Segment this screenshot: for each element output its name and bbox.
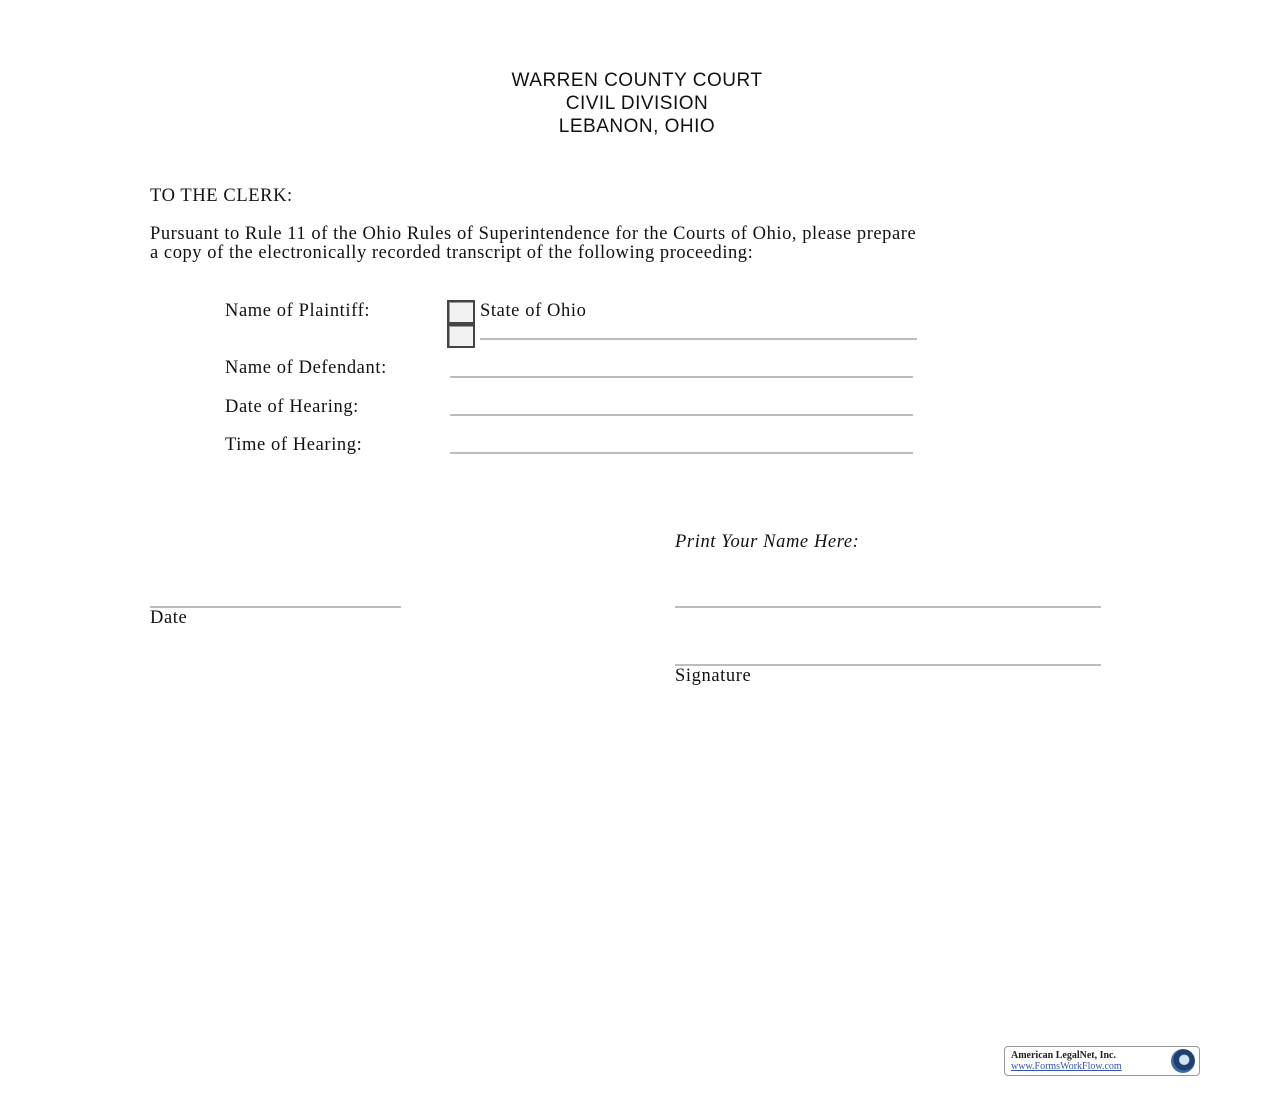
print-name-field[interactable] <box>675 606 1101 608</box>
date-signed-label: Date <box>150 608 188 628</box>
signature-label: Signature <box>675 666 752 686</box>
request-paragraph <box>150 225 916 263</box>
badge-url-link[interactable]: www.FormsWorkFlow.com <box>1011 1061 1122 1072</box>
salutation: TO THE CLERK: <box>150 186 293 206</box>
defendant-label: Name of Defendant: <box>225 358 387 378</box>
court-header <box>437 69 837 138</box>
plaintiff-state-option: State of Ohio <box>480 301 587 321</box>
hearing-date-field[interactable] <box>450 414 913 416</box>
plaintiff-other-checkbox[interactable] <box>447 324 475 348</box>
court-division: CIVIL DIVISION <box>565 93 709 114</box>
plaintiff-label: Name of Plaintiff: <box>225 301 371 321</box>
request-line-1: Pursuant to Rule 11 of the Ohio Rules of Superintendence for the Courts of Ohio, please prepare <box>150 224 917 244</box>
plaintiff-other-field[interactable] <box>480 338 917 340</box>
globe-logo-icon <box>1171 1049 1195 1073</box>
hearing-time-field[interactable] <box>450 452 913 454</box>
date-signed-field[interactable] <box>150 606 401 608</box>
print-name-label: Print Your Name Here: <box>675 532 860 552</box>
hearing-time-label: Time of Hearing: <box>225 435 363 455</box>
defendant-field[interactable] <box>450 376 913 378</box>
request-line-2: a copy of the electronically recorded transcript of the following proceeding: <box>150 243 754 263</box>
hearing-date-label: Date of Hearing: <box>225 397 359 417</box>
legalnet-badge[interactable] <box>1004 1046 1200 1076</box>
plaintiff-state-checkbox[interactable] <box>447 300 475 324</box>
badge-company: American LegalNet, Inc. <box>1011 1050 1116 1061</box>
court-location: LEBANON, OHIO <box>558 116 716 137</box>
court-name: WARREN COUNTY COURT <box>511 70 763 91</box>
